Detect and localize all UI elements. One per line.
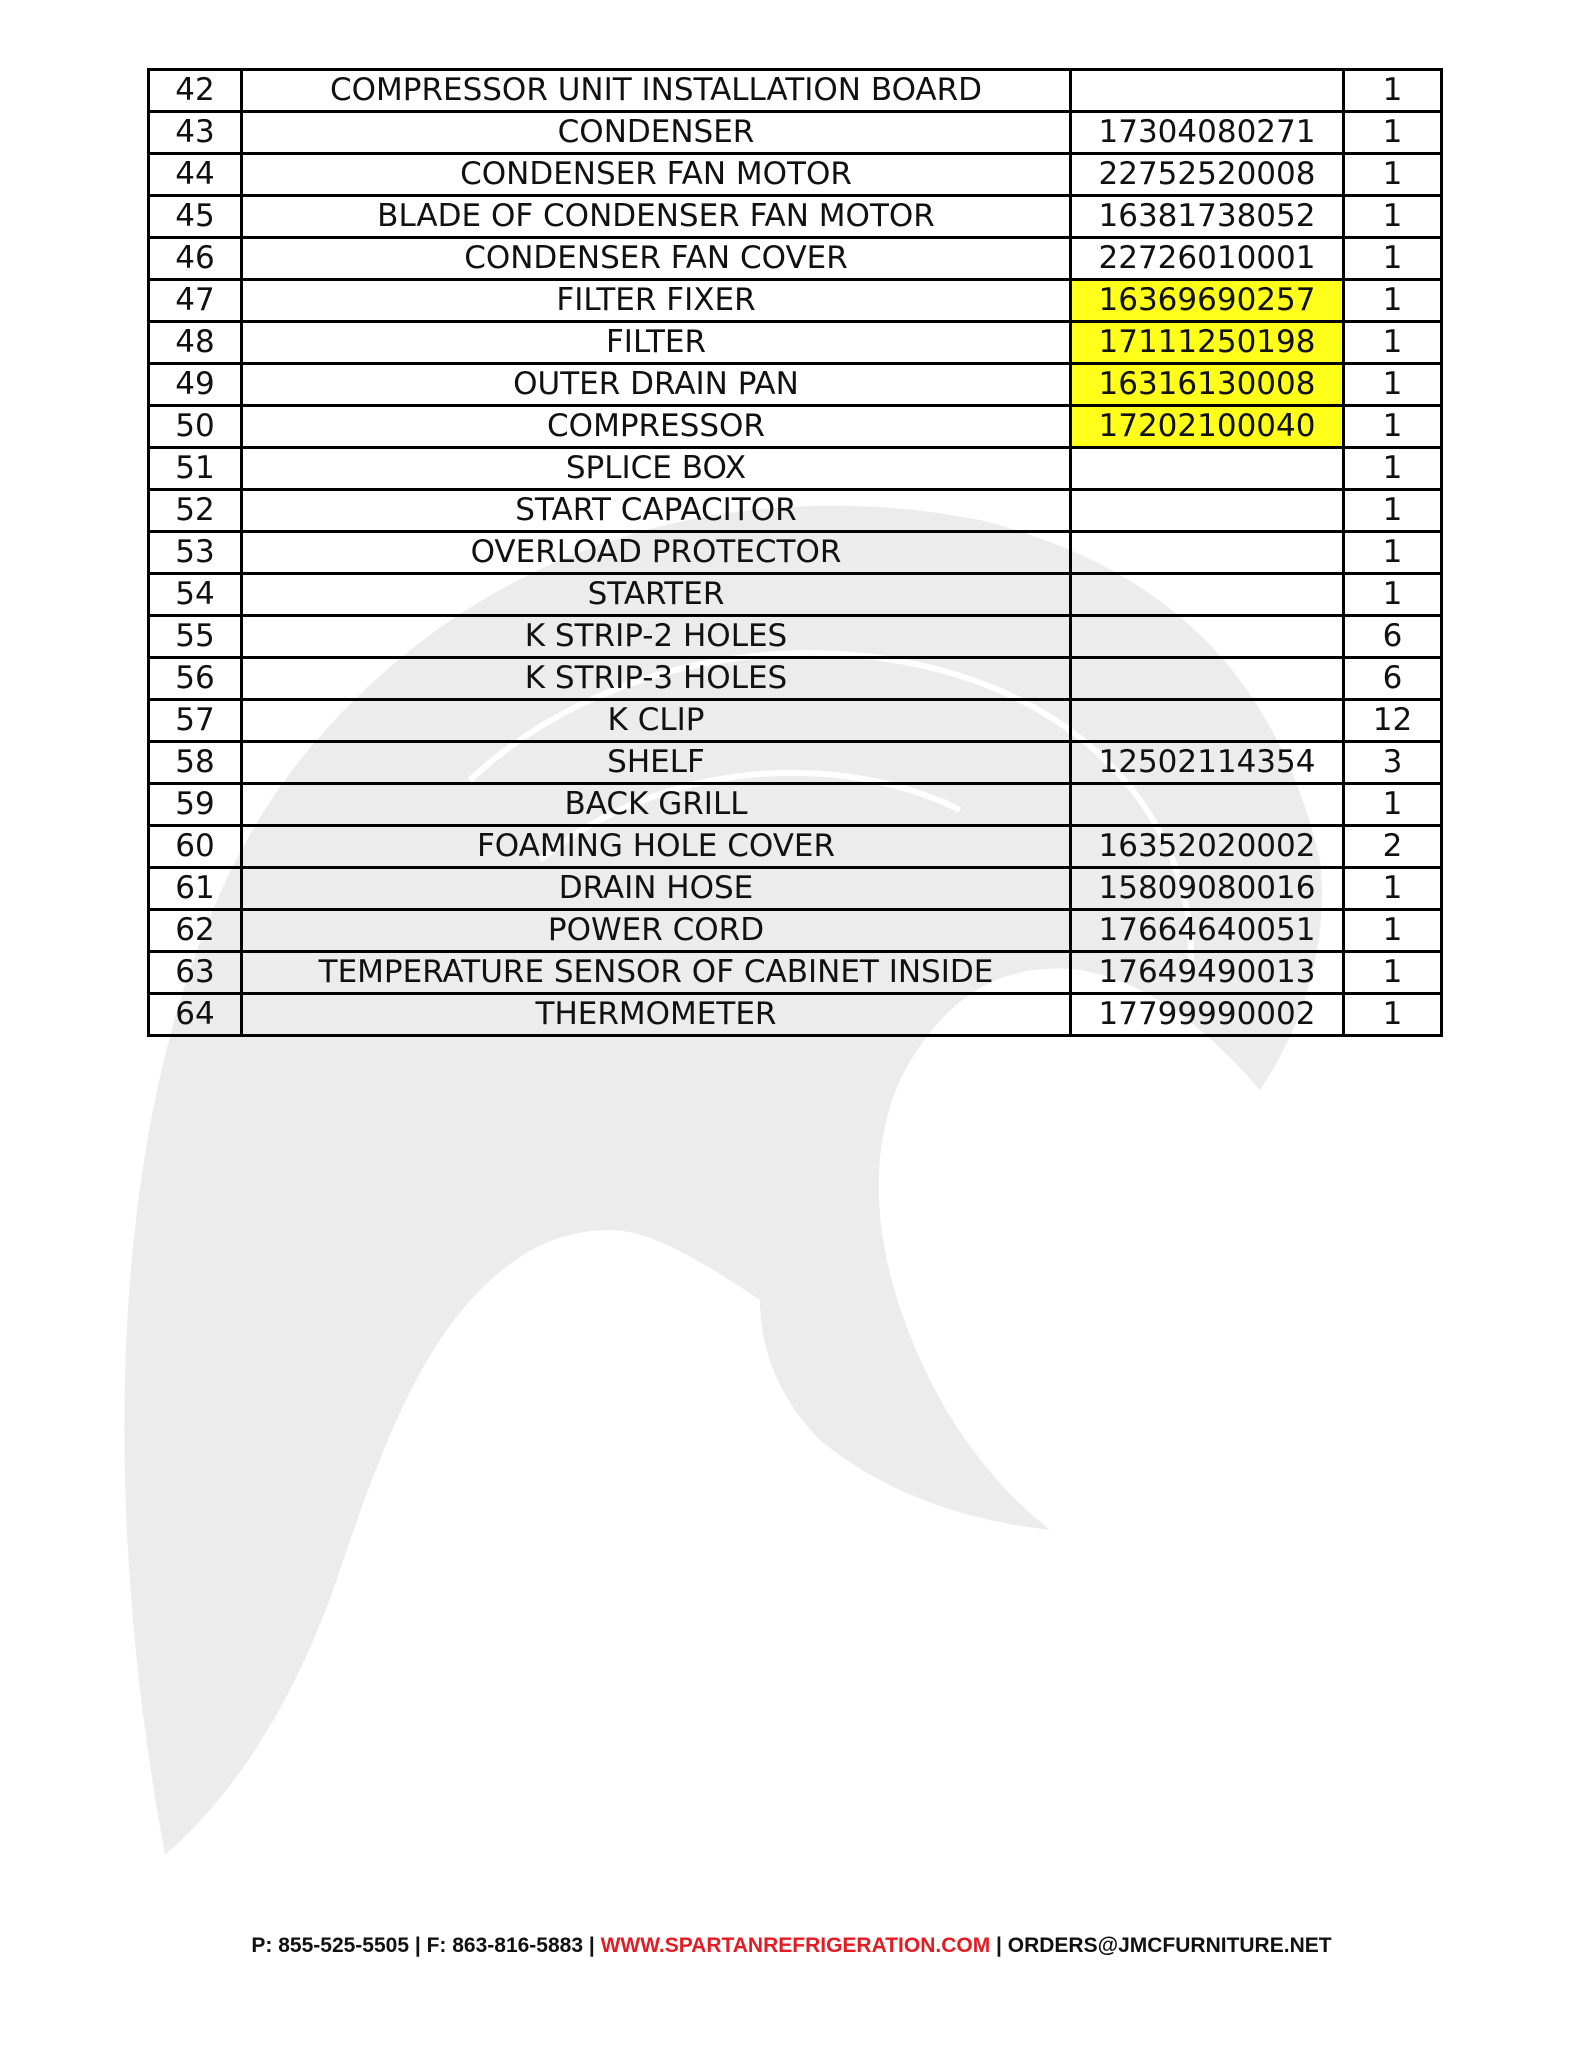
table-row (149, 616, 1442, 658)
description-cell: SPLICE BOX (242, 448, 1071, 490)
quantity-cell: 1 (1344, 196, 1442, 238)
quantity-cell: 1 (1344, 574, 1442, 616)
table-row (149, 910, 1442, 952)
item-number-cell: 42 (149, 70, 242, 112)
table-row (149, 700, 1442, 742)
table-row (149, 574, 1442, 616)
item-number-cell: 45 (149, 196, 242, 238)
item-number-cell: 54 (149, 574, 242, 616)
description-cell: COMPRESSOR UNIT INSTALLATION BOARD (242, 70, 1071, 112)
description-cell: CONDENSER FAN COVER (242, 238, 1071, 280)
footer-separator: | (409, 1934, 427, 1957)
description-cell: BACK GRILL (242, 784, 1071, 826)
table-row (149, 196, 1442, 238)
item-number-cell: 60 (149, 826, 242, 868)
quantity-cell: 1 (1344, 154, 1442, 196)
item-number-cell: 62 (149, 910, 242, 952)
item-number-cell: 47 (149, 280, 242, 322)
quantity-cell: 1 (1344, 490, 1442, 532)
footer-separator: | (990, 1934, 1008, 1957)
quantity-cell: 1 (1344, 406, 1442, 448)
item-number-cell: 59 (149, 784, 242, 826)
quantity-cell: 1 (1344, 532, 1442, 574)
description-cell: START CAPACITOR (242, 490, 1071, 532)
item-number-cell: 55 (149, 616, 242, 658)
table-row (149, 868, 1442, 910)
part-number-cell: 16316130008 (1071, 364, 1344, 406)
footer-email-link[interactable]: ORDERS@JMCFURNITURE.NET (1007, 1934, 1332, 1957)
quantity-cell: 1 (1344, 952, 1442, 994)
quantity-cell: 12 (1344, 700, 1442, 742)
table-row (149, 70, 1442, 112)
part-number-cell: 17202100040 (1071, 406, 1344, 448)
table-row (149, 112, 1442, 154)
description-cell: CONDENSER (242, 112, 1071, 154)
part-number-cell (1071, 70, 1344, 112)
table-row (149, 448, 1442, 490)
part-number-cell: 17304080271 (1071, 112, 1344, 154)
part-number-cell (1071, 658, 1344, 700)
table-row (149, 322, 1442, 364)
parts-table-body (149, 70, 1442, 1036)
description-cell: OVERLOAD PROTECTOR (242, 532, 1071, 574)
table-row (149, 784, 1442, 826)
description-cell: SHELF (242, 742, 1071, 784)
description-cell: FOAMING HOLE COVER (242, 826, 1071, 868)
part-number-cell (1071, 784, 1344, 826)
part-number-cell (1071, 616, 1344, 658)
part-number-cell: 22726010001 (1071, 238, 1344, 280)
table-row (149, 826, 1442, 868)
part-number-cell: 16369690257 (1071, 280, 1344, 322)
part-number-cell: 16381738052 (1071, 196, 1344, 238)
table-row (149, 364, 1442, 406)
description-cell: FILTER (242, 322, 1071, 364)
table-row (149, 994, 1442, 1036)
description-cell: OUTER DRAIN PAN (242, 364, 1071, 406)
part-number-cell: 17111250198 (1071, 322, 1344, 364)
footer-phone: P: 855-525-5505 (251, 1934, 410, 1957)
item-number-cell: 64 (149, 994, 242, 1036)
item-number-cell: 43 (149, 112, 242, 154)
item-number-cell: 52 (149, 490, 242, 532)
part-number-cell: 22752520008 (1071, 154, 1344, 196)
footer-separator: | (583, 1934, 601, 1957)
table-row (149, 280, 1442, 322)
table-row (149, 658, 1442, 700)
quantity-cell: 1 (1344, 910, 1442, 952)
table-row (149, 406, 1442, 448)
part-number-cell: 15809080016 (1071, 868, 1344, 910)
part-number-cell: 17799990002 (1071, 994, 1344, 1036)
item-number-cell: 49 (149, 364, 242, 406)
description-cell: CONDENSER FAN MOTOR (242, 154, 1071, 196)
table-row (149, 952, 1442, 994)
quantity-cell: 1 (1344, 364, 1442, 406)
description-cell: POWER CORD (242, 910, 1071, 952)
part-number-cell (1071, 490, 1344, 532)
item-number-cell: 51 (149, 448, 242, 490)
quantity-cell: 3 (1344, 742, 1442, 784)
item-number-cell: 58 (149, 742, 242, 784)
quantity-cell: 1 (1344, 868, 1442, 910)
item-number-cell: 61 (149, 868, 242, 910)
quantity-cell: 6 (1344, 616, 1442, 658)
parts-table (147, 68, 1443, 1037)
part-number-cell (1071, 532, 1344, 574)
item-number-cell: 53 (149, 532, 242, 574)
part-number-cell: 12502114354 (1071, 742, 1344, 784)
part-number-cell: 16352020002 (1071, 826, 1344, 868)
quantity-cell: 1 (1344, 280, 1442, 322)
item-number-cell: 57 (149, 700, 242, 742)
quantity-cell: 1 (1344, 784, 1442, 826)
footer-website-link[interactable]: WWW.SPARTANREFRIGERATION.COM (600, 1934, 991, 1957)
footer-fax: F: 863-816-5883 (426, 1934, 584, 1957)
item-number-cell: 56 (149, 658, 242, 700)
description-cell: THERMOMETER (242, 994, 1071, 1036)
part-number-cell: 17649490013 (1071, 952, 1344, 994)
quantity-cell: 1 (1344, 322, 1442, 364)
footer-contact (0, 1934, 1583, 1958)
description-cell: TEMPERATURE SENSOR OF CABINET INSIDE (242, 952, 1071, 994)
description-cell: K STRIP-3 HOLES (242, 658, 1071, 700)
quantity-cell: 1 (1344, 448, 1442, 490)
item-number-cell: 63 (149, 952, 242, 994)
table-row (149, 154, 1442, 196)
quantity-cell: 1 (1344, 238, 1442, 280)
description-cell: DRAIN HOSE (242, 868, 1071, 910)
quantity-cell: 1 (1344, 70, 1442, 112)
description-cell: FILTER FIXER (242, 280, 1071, 322)
part-number-cell (1071, 700, 1344, 742)
item-number-cell: 48 (149, 322, 242, 364)
description-cell: K CLIP (242, 700, 1071, 742)
item-number-cell: 50 (149, 406, 242, 448)
quantity-cell: 6 (1344, 658, 1442, 700)
table-row (149, 490, 1442, 532)
part-number-cell (1071, 448, 1344, 490)
description-cell: BLADE OF CONDENSER FAN MOTOR (242, 196, 1071, 238)
quantity-cell: 2 (1344, 826, 1442, 868)
description-cell: COMPRESSOR (242, 406, 1071, 448)
part-number-cell (1071, 574, 1344, 616)
table-row (149, 742, 1442, 784)
table-row (149, 532, 1442, 574)
quantity-cell: 1 (1344, 112, 1442, 154)
item-number-cell: 46 (149, 238, 242, 280)
item-number-cell: 44 (149, 154, 242, 196)
table-row (149, 238, 1442, 280)
description-cell: STARTER (242, 574, 1071, 616)
quantity-cell: 1 (1344, 994, 1442, 1036)
description-cell: K STRIP-2 HOLES (242, 616, 1071, 658)
part-number-cell: 17664640051 (1071, 910, 1344, 952)
